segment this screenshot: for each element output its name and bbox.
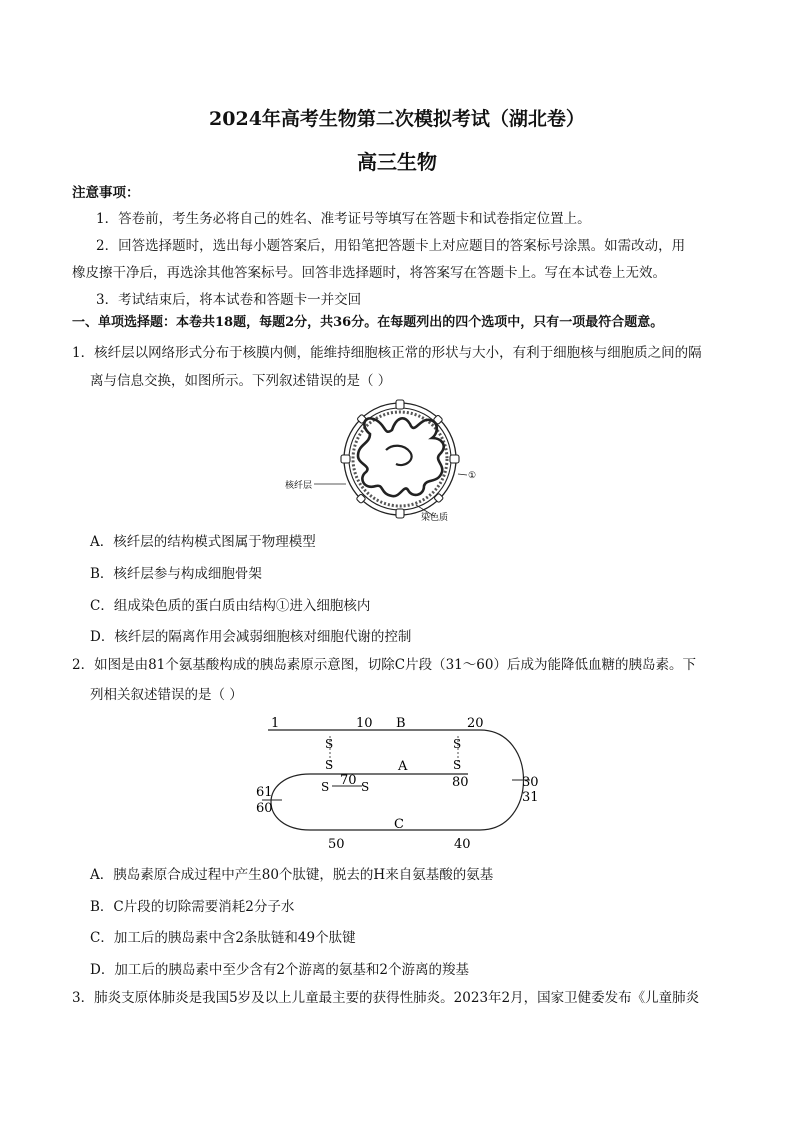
label-50: 50 [328, 837, 345, 852]
label-70: 70 [340, 773, 357, 788]
label-30: 30 [522, 775, 539, 790]
label-61: 61 [256, 785, 273, 800]
notice-item-1: 1．答卷前，考生务必将自己的姓名、准考证号等填写在答题卡和试卷指定位置上。 [96, 211, 591, 227]
s-label: S [325, 758, 334, 772]
exam-subtitle: 高三生物 [357, 150, 437, 174]
q1-option-d[interactable]: D．核纤层的隔离作用会减弱细胞核对细胞代谢的控制 [90, 629, 412, 645]
q1-stem-line-1: 1．核纤层以网络形式分布于核膜内侧，能维持细胞核正常的形状与大小，有利于细胞核与细胞质之间的隔 [72, 345, 702, 361]
q2-option-a[interactable]: A．胰岛素原合成过程中产生80个肽键，脱去的H来自氨基酸的氨基 [90, 867, 494, 883]
label-lamina: 核纤层 [284, 481, 312, 491]
nuclear-lamina-figure [284, 398, 500, 530]
q2-option-d[interactable]: D．加工后的胰岛素中至少含有2个游离的氨基和2个游离的羧基 [90, 962, 470, 978]
q1-option-b[interactable]: B．核纤层参与构成细胞骨架 [90, 566, 262, 582]
exam-title: 2024年高考生物第二次模拟考试（湖北卷） [209, 108, 585, 130]
label-10: 10 [356, 716, 373, 731]
s-label: S [325, 737, 334, 751]
s-label: S [321, 780, 330, 794]
label-31: 31 [522, 790, 539, 805]
label-marker-1: ① [468, 471, 477, 481]
label-20: 20 [467, 716, 484, 731]
q1-option-c[interactable]: C．组成染色质的蛋白质由结构①进入细胞核内 [90, 598, 371, 614]
q2-stem-line-2: 列相关叙述错误的是（ ） [90, 687, 243, 703]
label-80: 80 [452, 775, 469, 790]
label-40: 40 [454, 837, 471, 852]
section-heading: 一、单项选择题：本卷共18题，每题2分，共36分。在每题列出的四个选项中，只有一项最符合题意。 [72, 315, 664, 330]
s-label: S [453, 758, 462, 772]
q2-option-c[interactable]: C．加工后的胰岛素中含2条肽链和49个肽键 [90, 930, 356, 946]
q2-option-b[interactable]: B．C片段的切除需要消耗2分子水 [90, 899, 295, 915]
s-label: S [453, 737, 462, 751]
notice-heading: 注意事项： [72, 185, 140, 201]
label-1: 1 [271, 716, 280, 731]
notice-item-2-line-1: 2．回答选择题时，选出每小题答案后，用铅笔把答题卡上对应题目的答案标号涂黑。如需改动，用 [96, 238, 686, 254]
label-60: 60 [256, 801, 273, 816]
notice-item-2-line-2: 橡皮擦干净后，再选涂其他答案标号。回答非选择题时，将答案写在答题卡上。写在本试卷上无效。 [72, 265, 666, 281]
label-B: B [396, 716, 406, 731]
s-label: S [361, 780, 370, 794]
chromatin-loops [358, 418, 444, 496]
q1-stem-line-2: 离与信息交换，如图所示。下列叙述错误的是（ ） [90, 373, 392, 389]
label-C: C [394, 817, 404, 832]
label-chromatin: 染色质 [421, 513, 449, 523]
notice-item-3: 3．考试结束后，将本试卷和答题卡一并交回 [96, 292, 362, 308]
peptide-chain [268, 730, 524, 830]
q2-stem-line-1: 2．如图是由81个氨基酸构成的胰岛素原示意图，切除C片段（31～60）后成为能降低血糖的胰岛素。下 [72, 657, 696, 673]
proinsulin-figure [248, 712, 548, 852]
q3-stem-line-1: 3．肺炎支原体肺炎是我国5岁及以上儿童最主要的获得性肺炎。2023年2月，国家卫健委发布《儿童肺炎 [72, 990, 700, 1006]
q1-option-a[interactable]: A．核纤层的结构模式图属于物理模型 [90, 534, 316, 550]
label-A: A [398, 759, 408, 774]
